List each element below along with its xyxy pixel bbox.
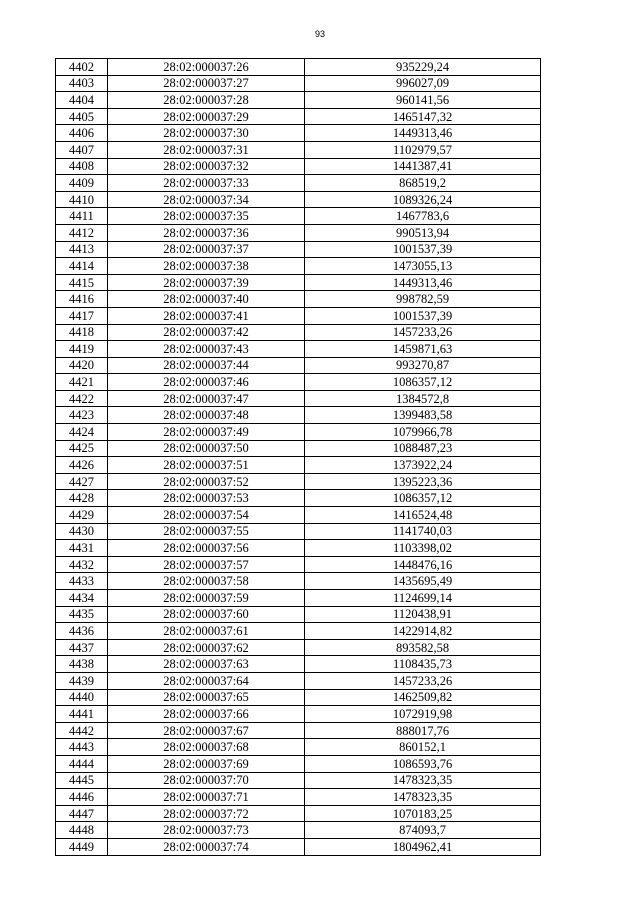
row-number-cell: 4429 <box>56 507 108 524</box>
value-cell: 1457233,26 <box>305 324 541 341</box>
cadastral-number-cell: 28:02:000037:34 <box>108 191 305 208</box>
table-row <box>56 639 541 656</box>
table-row <box>56 324 541 341</box>
value-cell: 1141740,03 <box>305 523 541 540</box>
value-cell: 868519,2 <box>305 175 541 192</box>
cadastral-number-cell: 28:02:000037:55 <box>108 523 305 540</box>
value-cell: 1086357,12 <box>305 374 541 391</box>
table-row <box>56 789 541 806</box>
row-number-cell: 4442 <box>56 722 108 739</box>
row-number-cell: 4412 <box>56 224 108 241</box>
table-row <box>56 490 541 507</box>
value-cell: 1001537,39 <box>305 307 541 324</box>
row-number-cell: 4426 <box>56 457 108 474</box>
table-row <box>56 689 541 706</box>
table-row <box>56 507 541 524</box>
table-row <box>56 838 541 855</box>
cadastral-number-cell: 28:02:000037:39 <box>108 274 305 291</box>
row-number-cell: 4419 <box>56 341 108 358</box>
cadastral-number-cell: 28:02:000037:36 <box>108 224 305 241</box>
table-row <box>56 175 541 192</box>
row-number-cell: 4438 <box>56 656 108 673</box>
row-number-cell: 4441 <box>56 706 108 723</box>
value-cell: 996027,09 <box>305 75 541 92</box>
value-cell: 1473055,13 <box>305 258 541 275</box>
cadastral-number-cell: 28:02:000037:53 <box>108 490 305 507</box>
table-row <box>56 191 541 208</box>
table-row <box>56 407 541 424</box>
cadastral-number-cell: 28:02:000037:62 <box>108 639 305 656</box>
cadastral-number-cell: 28:02:000037:42 <box>108 324 305 341</box>
table-row <box>56 341 541 358</box>
page-number: 93 <box>314 29 325 39</box>
value-cell: 1001537,39 <box>305 241 541 258</box>
table-row <box>56 656 541 673</box>
row-number-cell: 4420 <box>56 357 108 374</box>
table-row <box>56 523 541 540</box>
cadastral-number-cell: 28:02:000037:64 <box>108 672 305 689</box>
value-cell: 1448476,16 <box>305 556 541 573</box>
table-row <box>56 722 541 739</box>
cadastral-number-cell: 28:02:000037:49 <box>108 424 305 441</box>
table-row <box>56 241 541 258</box>
cadastral-number-cell: 28:02:000037:71 <box>108 789 305 806</box>
value-cell: 1108435,73 <box>305 656 541 673</box>
cadastral-number-cell: 28:02:000037:56 <box>108 540 305 557</box>
cadastral-number-cell: 28:02:000037:61 <box>108 623 305 640</box>
row-number-cell: 4416 <box>56 291 108 308</box>
row-number-cell: 4423 <box>56 407 108 424</box>
cadastral-number-cell: 28:02:000037:69 <box>108 755 305 772</box>
table-row <box>56 573 541 590</box>
value-cell: 1072919,98 <box>305 706 541 723</box>
cadastral-number-cell: 28:02:000037:33 <box>108 175 305 192</box>
value-cell: 1478323,35 <box>305 772 541 789</box>
row-number-cell: 4427 <box>56 473 108 490</box>
value-cell: 888017,76 <box>305 722 541 739</box>
value-cell: 1089326,24 <box>305 191 541 208</box>
value-cell: 1373922,24 <box>305 457 541 474</box>
cadastral-number-cell: 28:02:000037:35 <box>108 208 305 225</box>
value-cell: 1079966,78 <box>305 424 541 441</box>
value-cell: 1120438,91 <box>305 606 541 623</box>
table-row <box>56 706 541 723</box>
row-number-cell: 4405 <box>56 108 108 125</box>
cadastral-number-cell: 28:02:000037:60 <box>108 606 305 623</box>
table-row <box>56 739 541 756</box>
table-row <box>56 390 541 407</box>
row-number-cell: 4408 <box>56 158 108 175</box>
table-row <box>56 274 541 291</box>
value-cell: 990513,94 <box>305 224 541 241</box>
cadastral-number-cell: 28:02:000037:38 <box>108 258 305 275</box>
value-cell: 1399483,58 <box>305 407 541 424</box>
value-cell: 993270,87 <box>305 357 541 374</box>
table-row <box>56 606 541 623</box>
cadastral-number-cell: 28:02:000037:63 <box>108 656 305 673</box>
cadastral-number-cell: 28:02:000037:29 <box>108 108 305 125</box>
row-number-cell: 4446 <box>56 789 108 806</box>
cadastral-number-cell: 28:02:000037:73 <box>108 822 305 839</box>
row-number-cell: 4428 <box>56 490 108 507</box>
value-cell: 1449313,46 <box>305 274 541 291</box>
cadastral-number-cell: 28:02:000037:44 <box>108 357 305 374</box>
value-cell: 1103398,02 <box>305 540 541 557</box>
cadastral-number-cell: 28:02:000037:46 <box>108 374 305 391</box>
cadastral-number-cell: 28:02:000037:65 <box>108 689 305 706</box>
value-cell: 1086593,76 <box>305 755 541 772</box>
table-row <box>56 92 541 109</box>
value-cell: 1088487,23 <box>305 440 541 457</box>
value-cell: 998782,59 <box>305 291 541 308</box>
row-number-cell: 4447 <box>56 805 108 822</box>
table-row <box>56 208 541 225</box>
table-row <box>56 75 541 92</box>
row-number-cell: 4411 <box>56 208 108 225</box>
row-number-cell: 4431 <box>56 540 108 557</box>
cadastral-number-cell: 28:02:000037:48 <box>108 407 305 424</box>
cadastral-number-cell: 28:02:000037:28 <box>108 92 305 109</box>
value-cell: 893582,58 <box>305 639 541 656</box>
cadastral-number-cell: 28:02:000037:26 <box>108 59 305 76</box>
row-number-cell: 4402 <box>56 59 108 76</box>
row-number-cell: 4404 <box>56 92 108 109</box>
table-row <box>56 473 541 490</box>
table-row <box>56 540 541 557</box>
cadastral-number-cell: 28:02:000037:67 <box>108 722 305 739</box>
row-number-cell: 4418 <box>56 324 108 341</box>
row-number-cell: 4434 <box>56 590 108 607</box>
row-number-cell: 4435 <box>56 606 108 623</box>
row-number-cell: 4406 <box>56 125 108 142</box>
row-number-cell: 4437 <box>56 639 108 656</box>
value-cell: 1804962,41 <box>305 838 541 855</box>
row-number-cell: 4424 <box>56 424 108 441</box>
table-row <box>56 590 541 607</box>
table-row <box>56 357 541 374</box>
cadastral-number-cell: 28:02:000037:50 <box>108 440 305 457</box>
table-row <box>56 59 541 76</box>
cadastral-number-cell: 28:02:000037:74 <box>108 838 305 855</box>
row-number-cell: 4407 <box>56 141 108 158</box>
row-number-cell: 4430 <box>56 523 108 540</box>
row-number-cell: 4444 <box>56 755 108 772</box>
cadastral-number-cell: 28:02:000037:66 <box>108 706 305 723</box>
table-body <box>56 59 541 856</box>
row-number-cell: 4417 <box>56 307 108 324</box>
row-number-cell: 4422 <box>56 390 108 407</box>
value-cell: 1384572,8 <box>305 390 541 407</box>
value-cell: 1102979,57 <box>305 141 541 158</box>
row-number-cell: 4448 <box>56 822 108 839</box>
value-cell: 1478323,35 <box>305 789 541 806</box>
cadastral-number-cell: 28:02:000037:31 <box>108 141 305 158</box>
row-number-cell: 4415 <box>56 274 108 291</box>
row-number-cell: 4439 <box>56 672 108 689</box>
cadastral-number-cell: 28:02:000037:41 <box>108 307 305 324</box>
cadastral-number-cell: 28:02:000037:27 <box>108 75 305 92</box>
table-row <box>56 307 541 324</box>
row-number-cell: 4445 <box>56 772 108 789</box>
table-row <box>56 158 541 175</box>
value-cell: 860152,1 <box>305 739 541 756</box>
value-cell: 935229,24 <box>305 59 541 76</box>
cadastral-number-cell: 28:02:000037:72 <box>108 805 305 822</box>
cadastral-number-cell: 28:02:000037:59 <box>108 590 305 607</box>
table-row <box>56 258 541 275</box>
value-cell: 1462509,82 <box>305 689 541 706</box>
table-row <box>56 108 541 125</box>
row-number-cell: 4414 <box>56 258 108 275</box>
value-cell: 1457233,26 <box>305 672 541 689</box>
row-number-cell: 4432 <box>56 556 108 573</box>
table-row <box>56 224 541 241</box>
row-number-cell: 4425 <box>56 440 108 457</box>
value-cell: 1449313,46 <box>305 125 541 142</box>
table-row <box>56 822 541 839</box>
table-row <box>56 672 541 689</box>
table-row <box>56 556 541 573</box>
row-number-cell: 4409 <box>56 175 108 192</box>
cadastral-number-cell: 28:02:000037:47 <box>108 390 305 407</box>
table-row <box>56 805 541 822</box>
value-cell: 1441387,41 <box>305 158 541 175</box>
cadastral-number-cell: 28:02:000037:40 <box>108 291 305 308</box>
cadastral-number-cell: 28:02:000037:37 <box>108 241 305 258</box>
value-cell: 1416524,48 <box>305 507 541 524</box>
table-row <box>56 125 541 142</box>
table-row <box>56 291 541 308</box>
cadastral-number-cell: 28:02:000037:54 <box>108 507 305 524</box>
cadastral-number-cell: 28:02:000037:52 <box>108 473 305 490</box>
table-row <box>56 755 541 772</box>
row-number-cell: 4403 <box>56 75 108 92</box>
row-number-cell: 4449 <box>56 838 108 855</box>
value-cell: 1124699,14 <box>305 590 541 607</box>
value-cell: 1459871,63 <box>305 341 541 358</box>
cadastral-number-cell: 28:02:000037:32 <box>108 158 305 175</box>
row-number-cell: 4413 <box>56 241 108 258</box>
data-table <box>55 58 541 856</box>
value-cell: 1395223,36 <box>305 473 541 490</box>
value-cell: 1070183,25 <box>305 805 541 822</box>
row-number-cell: 4436 <box>56 623 108 640</box>
table-row <box>56 457 541 474</box>
value-cell: 1465147,32 <box>305 108 541 125</box>
cadastral-number-cell: 28:02:000037:70 <box>108 772 305 789</box>
value-cell: 874093,7 <box>305 822 541 839</box>
table-row <box>56 772 541 789</box>
row-number-cell: 4443 <box>56 739 108 756</box>
value-cell: 960141,56 <box>305 92 541 109</box>
table-row <box>56 141 541 158</box>
cadastral-number-cell: 28:02:000037:51 <box>108 457 305 474</box>
table-row <box>56 623 541 640</box>
cadastral-number-cell: 28:02:000037:43 <box>108 341 305 358</box>
cadastral-number-cell: 28:02:000037:57 <box>108 556 305 573</box>
value-cell: 1086357,12 <box>305 490 541 507</box>
value-cell: 1435695,49 <box>305 573 541 590</box>
row-number-cell: 4410 <box>56 191 108 208</box>
cadastral-number-cell: 28:02:000037:68 <box>108 739 305 756</box>
row-number-cell: 4440 <box>56 689 108 706</box>
row-number-cell: 4421 <box>56 374 108 391</box>
table-row <box>56 440 541 457</box>
row-number-cell: 4433 <box>56 573 108 590</box>
table-row <box>56 374 541 391</box>
value-cell: 1422914,82 <box>305 623 541 640</box>
cadastral-number-cell: 28:02:000037:30 <box>108 125 305 142</box>
value-cell: 1467783,6 <box>305 208 541 225</box>
cadastral-number-cell: 28:02:000037:58 <box>108 573 305 590</box>
table-row <box>56 424 541 441</box>
